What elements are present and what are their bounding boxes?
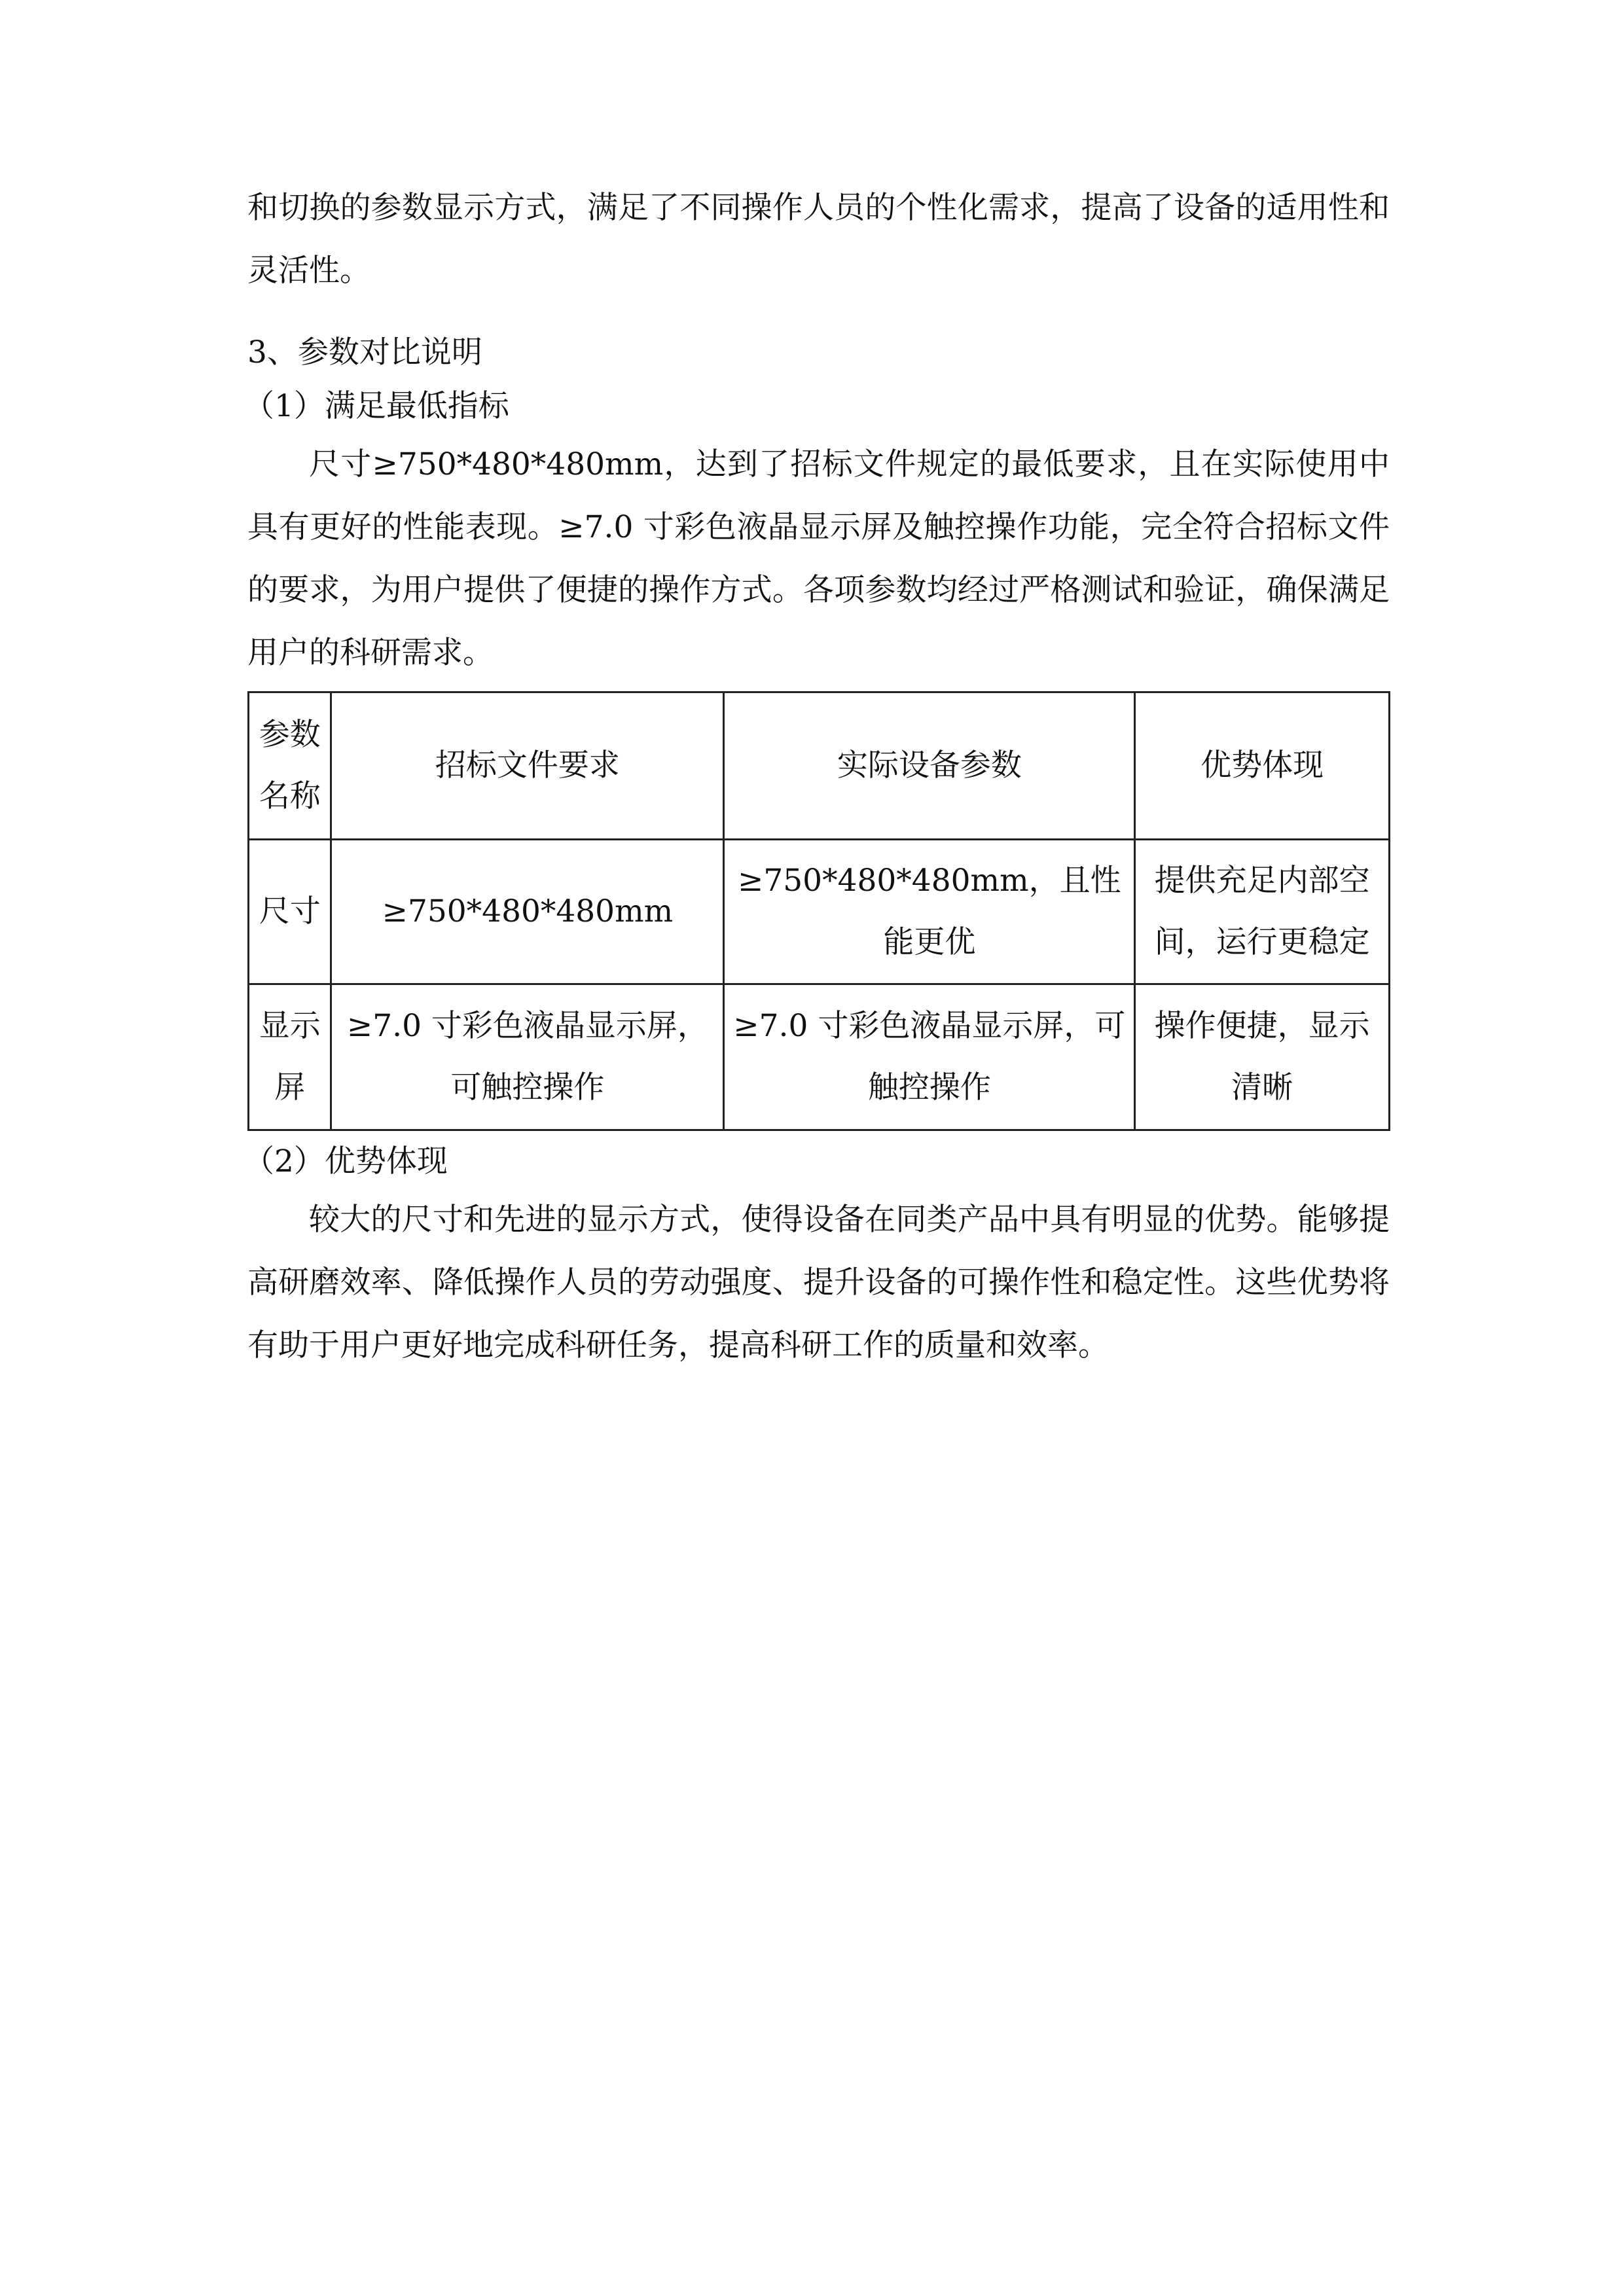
- table-row: [249, 984, 1390, 1130]
- parameter-comparison-table: [247, 691, 1390, 1131]
- cell-text: ≥750*480*480mm，且性能更优: [738, 863, 1121, 960]
- cell-text: ≥750*480*480mm: [382, 893, 674, 929]
- table-cell: [331, 984, 724, 1130]
- header-cell-tender-requirement: [331, 692, 724, 840]
- table-cell: [724, 840, 1135, 984]
- intro-paragraph: 和切换的参数显示方式，满足了不同操作人员的个性化需求，提高了设备的适用性和灵活性。: [247, 190, 1390, 289]
- header-cell-actual-parameter: [724, 692, 1135, 840]
- header-text: 优势体现: [1200, 747, 1324, 783]
- header-text: 参数名称: [259, 717, 321, 814]
- table-cell: [249, 840, 331, 984]
- minimum-spec-paragraph: 尺寸≥750*480*480mm，达到了招标文件规定的最低要求，且在实际使用中具有更好的性能表现。≥7.0 寸彩色液晶显示屏及触控操作功能，完全符合招标文件的要求，为用户提供了便捷的操作方式。各项参数均经过严格测试和验证，确保满足用户的科研需求。: [247, 446, 1390, 671]
- cell-text: ≥7.0 寸彩色液晶显示屏，可触控操作: [346, 1008, 708, 1105]
- table-cell: [1135, 840, 1390, 984]
- table-cell: [724, 984, 1135, 1130]
- table-cell: [1135, 984, 1390, 1130]
- document-page: [244, 177, 1390, 1377]
- header-cell-advantage: [1135, 692, 1390, 840]
- header-text: 招标文件要求: [435, 747, 620, 783]
- header-cell-param-name: [249, 692, 331, 840]
- advantages-paragraph: 较大的尺寸和先进的显示方式，使得设备在同类产品中具有明显的优势。能够提高研磨效率、降低操作人员的劳动强度、提升设备的可操作性和稳定性。这些优势将有助于用户更好地完成科研任务，提高科研工作的质量和效率。: [247, 1202, 1390, 1363]
- cell-text: ≥7.0 寸彩色液晶显示屏，可触控操作: [733, 1008, 1126, 1105]
- header-text: 实际设备参数: [837, 747, 1022, 783]
- subsection-heading-minimum-spec: （1）满足最低指标: [244, 388, 509, 424]
- table-row: [249, 840, 1390, 984]
- subsection-heading-advantages: （2）优势体现: [244, 1143, 448, 1179]
- section-heading: 3、参数对比说明: [247, 334, 482, 370]
- cell-text: 尺寸: [259, 893, 321, 929]
- cell-text: 操作便捷，显示清晰: [1154, 1008, 1370, 1105]
- cell-text: 显示屏: [259, 1008, 321, 1105]
- table-cell: [331, 840, 724, 984]
- table-cell: [249, 984, 331, 1130]
- table-header-row: [249, 692, 1390, 840]
- cell-text: 提供充足内部空间，运行更稳定: [1154, 863, 1370, 960]
